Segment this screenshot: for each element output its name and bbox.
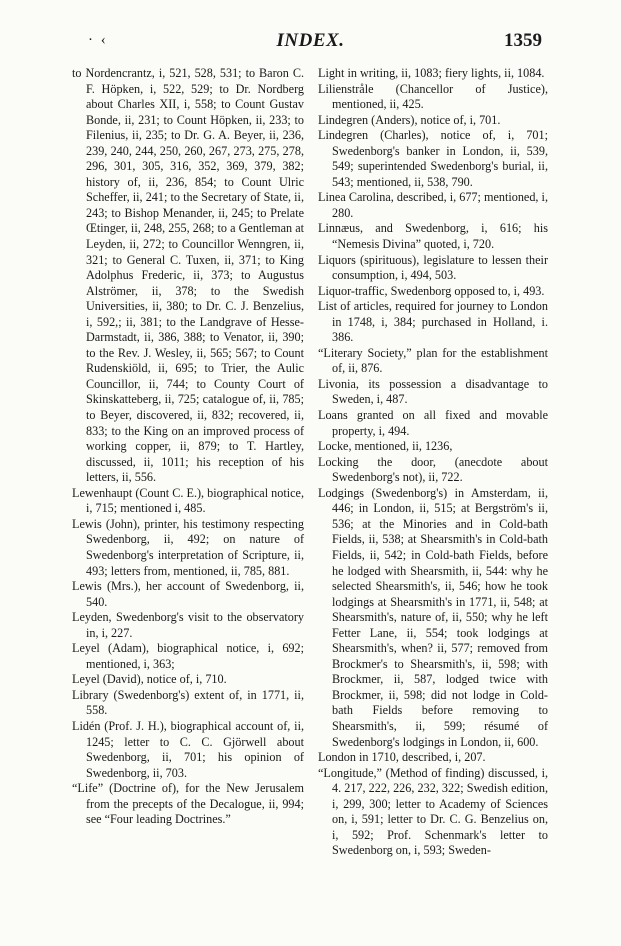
index-entry: Linnæus, and Swedenborg, i, 616; his “Nemesis Divina” quoted, i, 720. bbox=[318, 221, 548, 252]
right-column bbox=[318, 66, 548, 859]
index-entry: Linea Carolina, described, i, 677; mentioned, i, 280. bbox=[318, 190, 548, 220]
index-entry: Lewenhaupt (Count C. E.), biographical notice, i, 715; mentioned i, 485. bbox=[72, 485, 304, 516]
index-entry: Lidén (Prof. J. H.), biographical account of, ii, 1245; letter to C. C. Gjörwell about Swedenborg, ii, 701; his opinion of Swedenborg, ii, 703. bbox=[72, 718, 304, 780]
index-entry: Lodgings (Swedenborg's) in Amsterdam, ii, 446; in London, ii, 515; at Bergström's ii, 536; at the Minories and in Cold-bath Fields, ii, 538; at Shearsmith's in Cold-bath Fields, ii, 542; in Cold-bath Fields, before he lodged with Shearsmith, ii, 544: why he selected Shearsmith's, ii, 546; how he took lodgings at Shearsmith's in 1771, ii, 548; at Shearsmith's, nature of, ii, 550; why he left Fetter Lane, ii, 554; took lodgings at Shearsmith's, when? ii, 577; removed from Brockmer's to Shearsmith's, ii, 598; with Brockmer, ii, 587, lodged twice with Brockmer, ii, 598; did not lodge in Cold-bath Fields before removing to Shearsmith's, ii, 599; résumé of Swedenborg's lodgings in London, ii, 600. bbox=[318, 485, 548, 749]
index-entry: “Life” (Doctrine of), for the New Jerusalem from the precepts of the Decalogue, ii, 994; see “Four leading Doctrines.” bbox=[72, 781, 304, 827]
index-entry: Locking the door, (anecdote about Swedenborg's not), ii, 722. bbox=[318, 454, 548, 485]
index-entry: Livonia, its possession a disadvantage to Sweden, i, 487. bbox=[318, 376, 548, 407]
index-entry: List of articles, required for journey to London in 1748, i, 384; purchased in Holland, i. 386. bbox=[318, 299, 548, 345]
header-marks: · ‹ bbox=[88, 32, 108, 48]
index-entry: “Longitude,” (Method of finding) discussed, i, 4. 217, 222, 226, 232, 322; Swedish edition, i, 299, 300; letter to Academy of Sciences on, i, 591; letter to Dr. C. G. Benzelius on, i, 592; Prof. Schenmark's letter to Swedenborg on, i, 593; Sweden- bbox=[318, 765, 548, 858]
index-entry: London in 1710, described, i, 207. bbox=[318, 750, 486, 765]
index-entry: Leyden, Swedenborg's visit to the observatory in, i, 227. bbox=[72, 610, 304, 640]
index-entry: Lilienstråle (Chancellor of Justice), mentioned, ii, 425. bbox=[318, 81, 548, 112]
left-column bbox=[72, 66, 304, 828]
index-entry: Liquors (spirituous), legislature to lessen their consumption, i, 494, 503. bbox=[318, 252, 548, 283]
index-entry: Lindegren (Anders), notice of, i, 701. bbox=[318, 112, 501, 127]
page-number: 1359 bbox=[504, 30, 542, 51]
index-entry: Light in writing, ii, 1083; fiery lights, ii, 1084. bbox=[318, 66, 545, 80]
page-header bbox=[0, 0, 621, 60]
index-entry: Loans granted on all fixed and movable property, i, 494. bbox=[318, 408, 548, 438]
index-entry: Leyel (David), notice of, i, 710. bbox=[72, 672, 227, 687]
index-entry: Lewis (Mrs.), her account of Swedenborg, ii, 540. bbox=[72, 579, 304, 609]
index-entry: Lewis (John), printer, his testimony respecting Swedenborg, ii, 492; on nature of Swedenborg's interpretation of Scripture, ii, 493; letters from, mentioned, ii, 785, 881. bbox=[72, 516, 304, 578]
index-entry: “Literary Society,” plan for the establishment of, ii, 876. bbox=[318, 345, 548, 376]
index-entry: Leyel (Adam), biographical notice, i, 692; mentioned, i, 363; bbox=[72, 641, 304, 671]
index-entry: Liquor-traffic, Swedenborg opposed to, i, 493. bbox=[318, 283, 545, 298]
index-entry: Library (Swedenborg's) extent of, in 1771, ii, 558. bbox=[72, 687, 304, 718]
page-title: INDEX. bbox=[276, 30, 345, 51]
index-entry: to Nordencrantz, i, 521, 528, 531; to Baron C. F. Höpken, i, 522, 529; to Dr. Nordberg about Charles XII, i, 558; to Count Gustav Bonde, ii, 231; to Count Höpken, ii, 233; to Filenius, ii, 235; to Dr. G. A. Beyer, ii, 236, 239, 240, 244, 250, 260, 267, 273, 275, 278, 296, 301, 305, 316, 352, 369, 379, 382; history of, ii, 236, 854; to Count Ulric Scheffer, ii, 241; to the Secretary of State, ii, 243; to Bishop Menander, ii, 245; to Prelate Œtinger, ii, 248, 255, 268; to a Gentleman at Leyden, ii, 272; to Councillor Wenngren, ii, 321; to General C. Tuxen, ii, 371; to King Adolphus Frederic, ii, 373; to Augustus Alströmer, ii, 378; to the Swedish Universities, ii, 380; to Dr. C. J. Benzelius, i, 592,; ii, 381; to the Landgrave of Hesse-Darmstadt, ii, 386, 388; to Venator, ii, 390; to the Rev. J. Wesley, ii, 565; 567; to Count Rudenskiöld, ii, 695; to Trier, the Aulic Councillor, ii, 744; to County Court of Skinskatteberg, ii, 725; catalogue of, ii, 785; to Beyer, discovered, ii, 832; recovered, ii, 833; to the King on an improved process of working copper, ii, 879; to T. Hartley, discussed, ii, 1011; his reception of his letters, ii, 556. bbox=[72, 66, 304, 485]
index-entry: Lindegren (Charles), notice of, i, 701; Swedenborg's banker in London, ii, 539, 549; superintended Swedenborg's burial, ii, 543; mentioned, ii, 538, 790. bbox=[318, 128, 548, 189]
index-entry: Locke, mentioned, ii, 1236, bbox=[318, 439, 453, 454]
